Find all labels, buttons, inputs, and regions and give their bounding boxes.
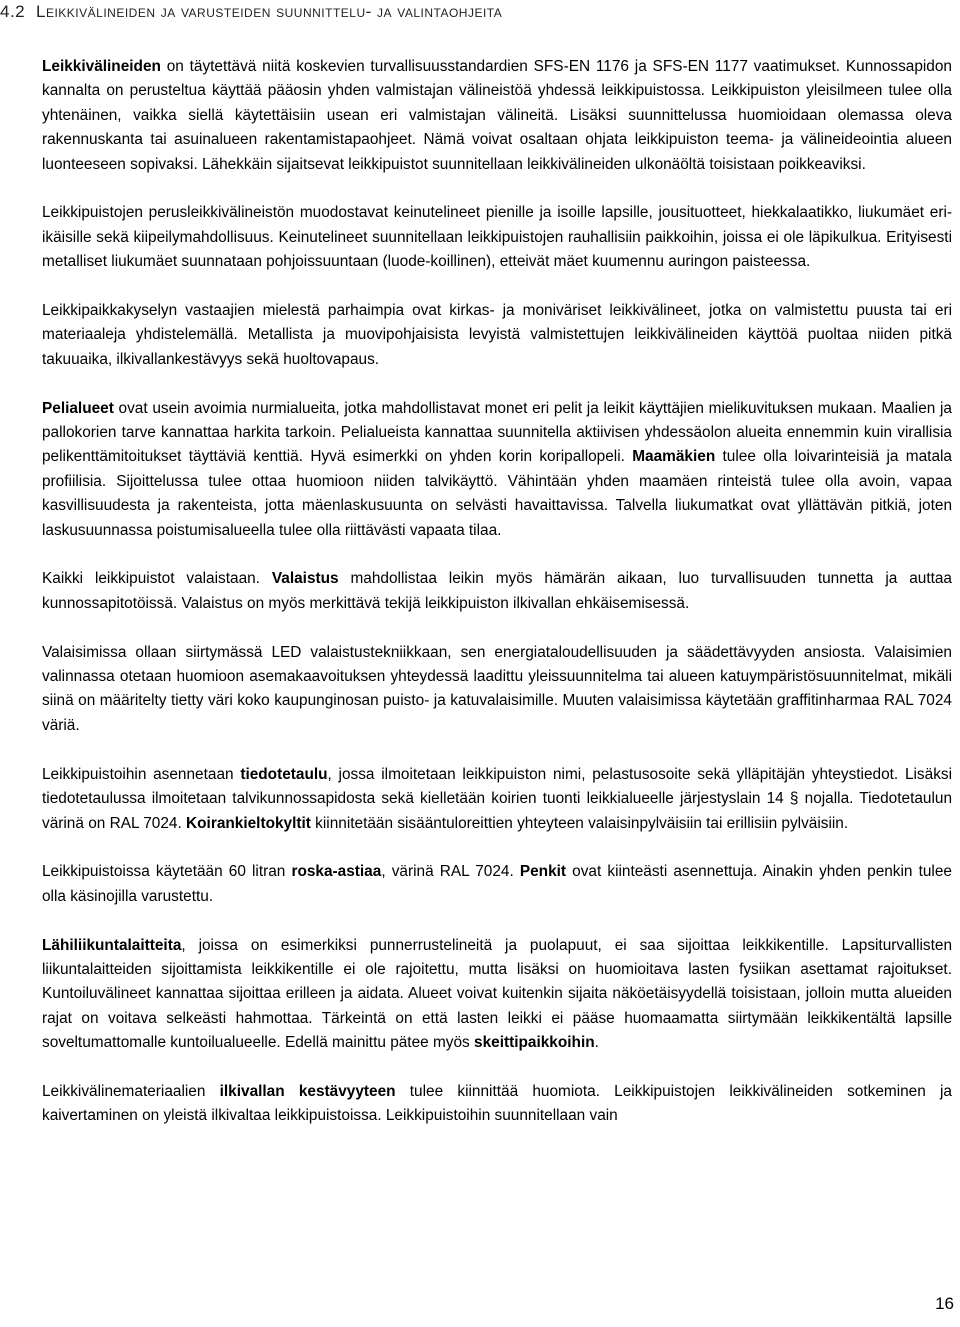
bold-term: roska-astiaa (291, 863, 382, 881)
document-body (42, 55, 952, 1153)
text-run: , jossa ilmoitetaan leikkipuiston nimi, pelastusosoite sekä ylläpitäjän yhteystiedot. Lisäksi tiedotetaulussa ilmoitetaan talvikunnossapidosta sekä kielletään koirien tuonti leikkialueelle järjestyslain 14 § nojalla. Tiedotetaulun värinä on RAL 7024. (42, 765, 952, 832)
bold-term: Maamäkien (632, 448, 716, 466)
text-run: Leikkipuistoihin asennetaan (42, 765, 241, 783)
section-heading (0, 2, 940, 22)
bold-term: Leikkivälineiden (42, 58, 161, 75)
section-number: 4.2 (0, 2, 26, 21)
text-run: kiinnitetään sisääntuloreittien yhteyteen valaisinpylväisiin tai erillisiin pylväisiin. (310, 814, 849, 832)
bold-term: skeittipaikkoihin (474, 1034, 595, 1052)
paragraph (42, 860, 952, 909)
bold-term: Pelialueet (42, 399, 114, 417)
bold-term: tiedotetaulu (240, 765, 328, 783)
text-run: tulee olla loivarinteisiä ja matala profiilisia. Sijoittelussa tulee ottaa huomioon niiden talvikäyttö. Vähintään yhden maamäen rinteistä tulee olla avoin, vapaa kasvillisuudesta ja rakenteista, jotta mäenlaskusuunta on selvästi havaittavissa. Talvella liukumatkat ovat yllättävän pitkiä, joten laskusuunnassa poistumisalueella tulee olla riittävästi vapaata tilaa. (42, 448, 952, 539)
text-run: Leikkivälinemateriaalien (42, 1082, 220, 1100)
bold-term: Koirankieltokyltit (186, 814, 311, 832)
text-run: on täytettävä niitä koskevien turvallisuusstandardien SFS-EN 1176 ja SFS-EN 1177 vaatimukset. Kunnossapidon kannalta on perusteltua käyttää pääosin yhden valmistajan välineistöä yhdessä leikkipuistossa. Leikkipuiston yleisilmeen tulee olla yhtenäinen, vaikka siellä käytettäisiin usean eri valmistajan välineitä. Lisäksi suunnittelussa huomioidaan olemassa oleva rakennuskanta tai asuinalueen rakentamistapaohjeet. Nämä voivat osaltaan ohjata leikkipuiston teema- ja välineideointia alueen luonteeseen sopivaksi. Lähekkäin sijaitsevat leikkipuistot suunnitellaan leikkivälineiden ulkonäöltä toisistaan poikkeaviksi. (42, 58, 952, 173)
bold-term: Lähiliikuntalaitteita (42, 936, 182, 954)
paragraph (42, 1080, 952, 1129)
text-run: Leikkipuistojen perusleikkivälineistön muodostavat keinutelineet pienille ja isoille lapsille, jousituotteet, hiekkalaatikko, liukumäet eri-ikäisille sekä kiipeilymahdollisuus. Keinutelineet suunnitellaan leikkipuistojen rauhallisiin paikkoihin, joissa ei ole läpikulkua. Erityisesti metalliset liukumäet suunnataan pohjoissuuntaan (luode-koillinen), etteivät mäet kuumennu auringon paisteessa. (42, 204, 952, 271)
paragraph (42, 201, 952, 274)
text-run: ovat usein avoimia nurmialueita, jotka mahdollistavat monet eri pelit ja leikit käyttäjien mielikuvituksen mukaan. Maalien ja pallokorien tarve kannattaa harkita tarkoin. Pelialueista kannattaa suunnitella aktiivisen yhdessäolon alueita ennemmin kuin virallisia pelikenttämitoitukset täyttäviä kenttiä. Hyvä esimerkki on yhden korin koripallopeli. (42, 399, 952, 466)
bold-term: Penkit (519, 863, 567, 881)
page-number: 16 (935, 1294, 954, 1313)
bold-term: ilkivallan kestävyyteen (219, 1082, 396, 1100)
paragraph (42, 55, 952, 177)
text-run: , joissa on esimerkiksi punnerrustelineitä ja puolapuut, ei saa sijoittaa leikkikentille. Lapsiturvallisten liikuntalaitteiden sijoittamista leikkikentille ei ole rajoitettu, mutta lisäksi on huomioitava lasten fysiikan asettamat rajoitukset. Kuntoiluvälineet kannattaa sijoittaa erilleen ja aidata. Alueet voivat kuitenkin sijaita näköetäisyydellä toisistaan, jolloin mutta alueiden rajat on voitava selkeästi hahmottaa. Tärkeintä on että lasten leikki ei pääse huomaamatta siirtymään leikkikentältä lapsille soveltumattomalle kuntoilualueelle. Edellä mainittu pätee myös (42, 936, 952, 1052)
text-run: Leikkipuistoissa käytetään 60 litran (42, 863, 292, 881)
paragraph (42, 934, 952, 1056)
section-title: Leikkivälineiden ja varusteiden suunnittelu- ja valintaohjeita (36, 2, 503, 21)
paragraph (42, 397, 952, 543)
text-run: Kaikki leikkipuistot valaistaan. (42, 570, 272, 588)
paragraph (42, 567, 952, 616)
text-run: . (594, 1034, 599, 1052)
text-run: Leikkipaikkakyselyn vastaajien mielestä parhaimpia ovat kirkas- ja moniväriset leikkivälineet, jotka on valmistettu puusta tai eri materiaaleja yhdistelemällä. Metallista ja muovipohjaisista levyistä valmistettujen leikkivälineiden käyttöä puoltaa niiden pitkä takuuaika, ilkivallankestävyys sekä huoltovapaus. (42, 302, 952, 368)
text-run: ovat kiinteästi asennettuja. Ainakin yhden penkin tulee olla käsinojilla varustettu. (42, 863, 952, 905)
text-run: tulee kiinnittää huomiota. Leikkipuistojen leikkivälineiden sotkeminen ja kaivertaminen on yleistä ilkivaltaa leikkipuistoissa. Leikkipuistoihin suunnitellaan vain (42, 1082, 952, 1125)
text-run: mahdollistaa leikin myös hämärän aikaan, luo turvallisuuden tunnetta ja auttaa kunnossapitotöissä. Valaistus on myös merkittävä tekijä leikkipuiston ilkivallan ehkäisemisessä. (42, 570, 952, 612)
bold-term: Valaistus (271, 570, 339, 588)
text-run: , värinä RAL 7024. (381, 863, 520, 881)
text-run: Valaisimissa ollaan siirtymässä LED valaistustekniikkaan, sen energiataloudellisuuden ja säädettävyyden ansiosta. Valaisimien valinnassa otetaan huomioon asemakaavoituksen yhteydessä laadittu yleissuunnitelma tai alueen katuympäristösuunnitelmat, mikäli siinä on määritelty tietty väri koko kaupunginosan puisto- ja katuvalaisimille. Muuten valaisimissa käytetään graffitinharmaa RAL 7024 väriä. (42, 643, 952, 734)
paragraph (42, 299, 952, 372)
paragraph (42, 763, 952, 836)
paragraph (42, 641, 952, 739)
